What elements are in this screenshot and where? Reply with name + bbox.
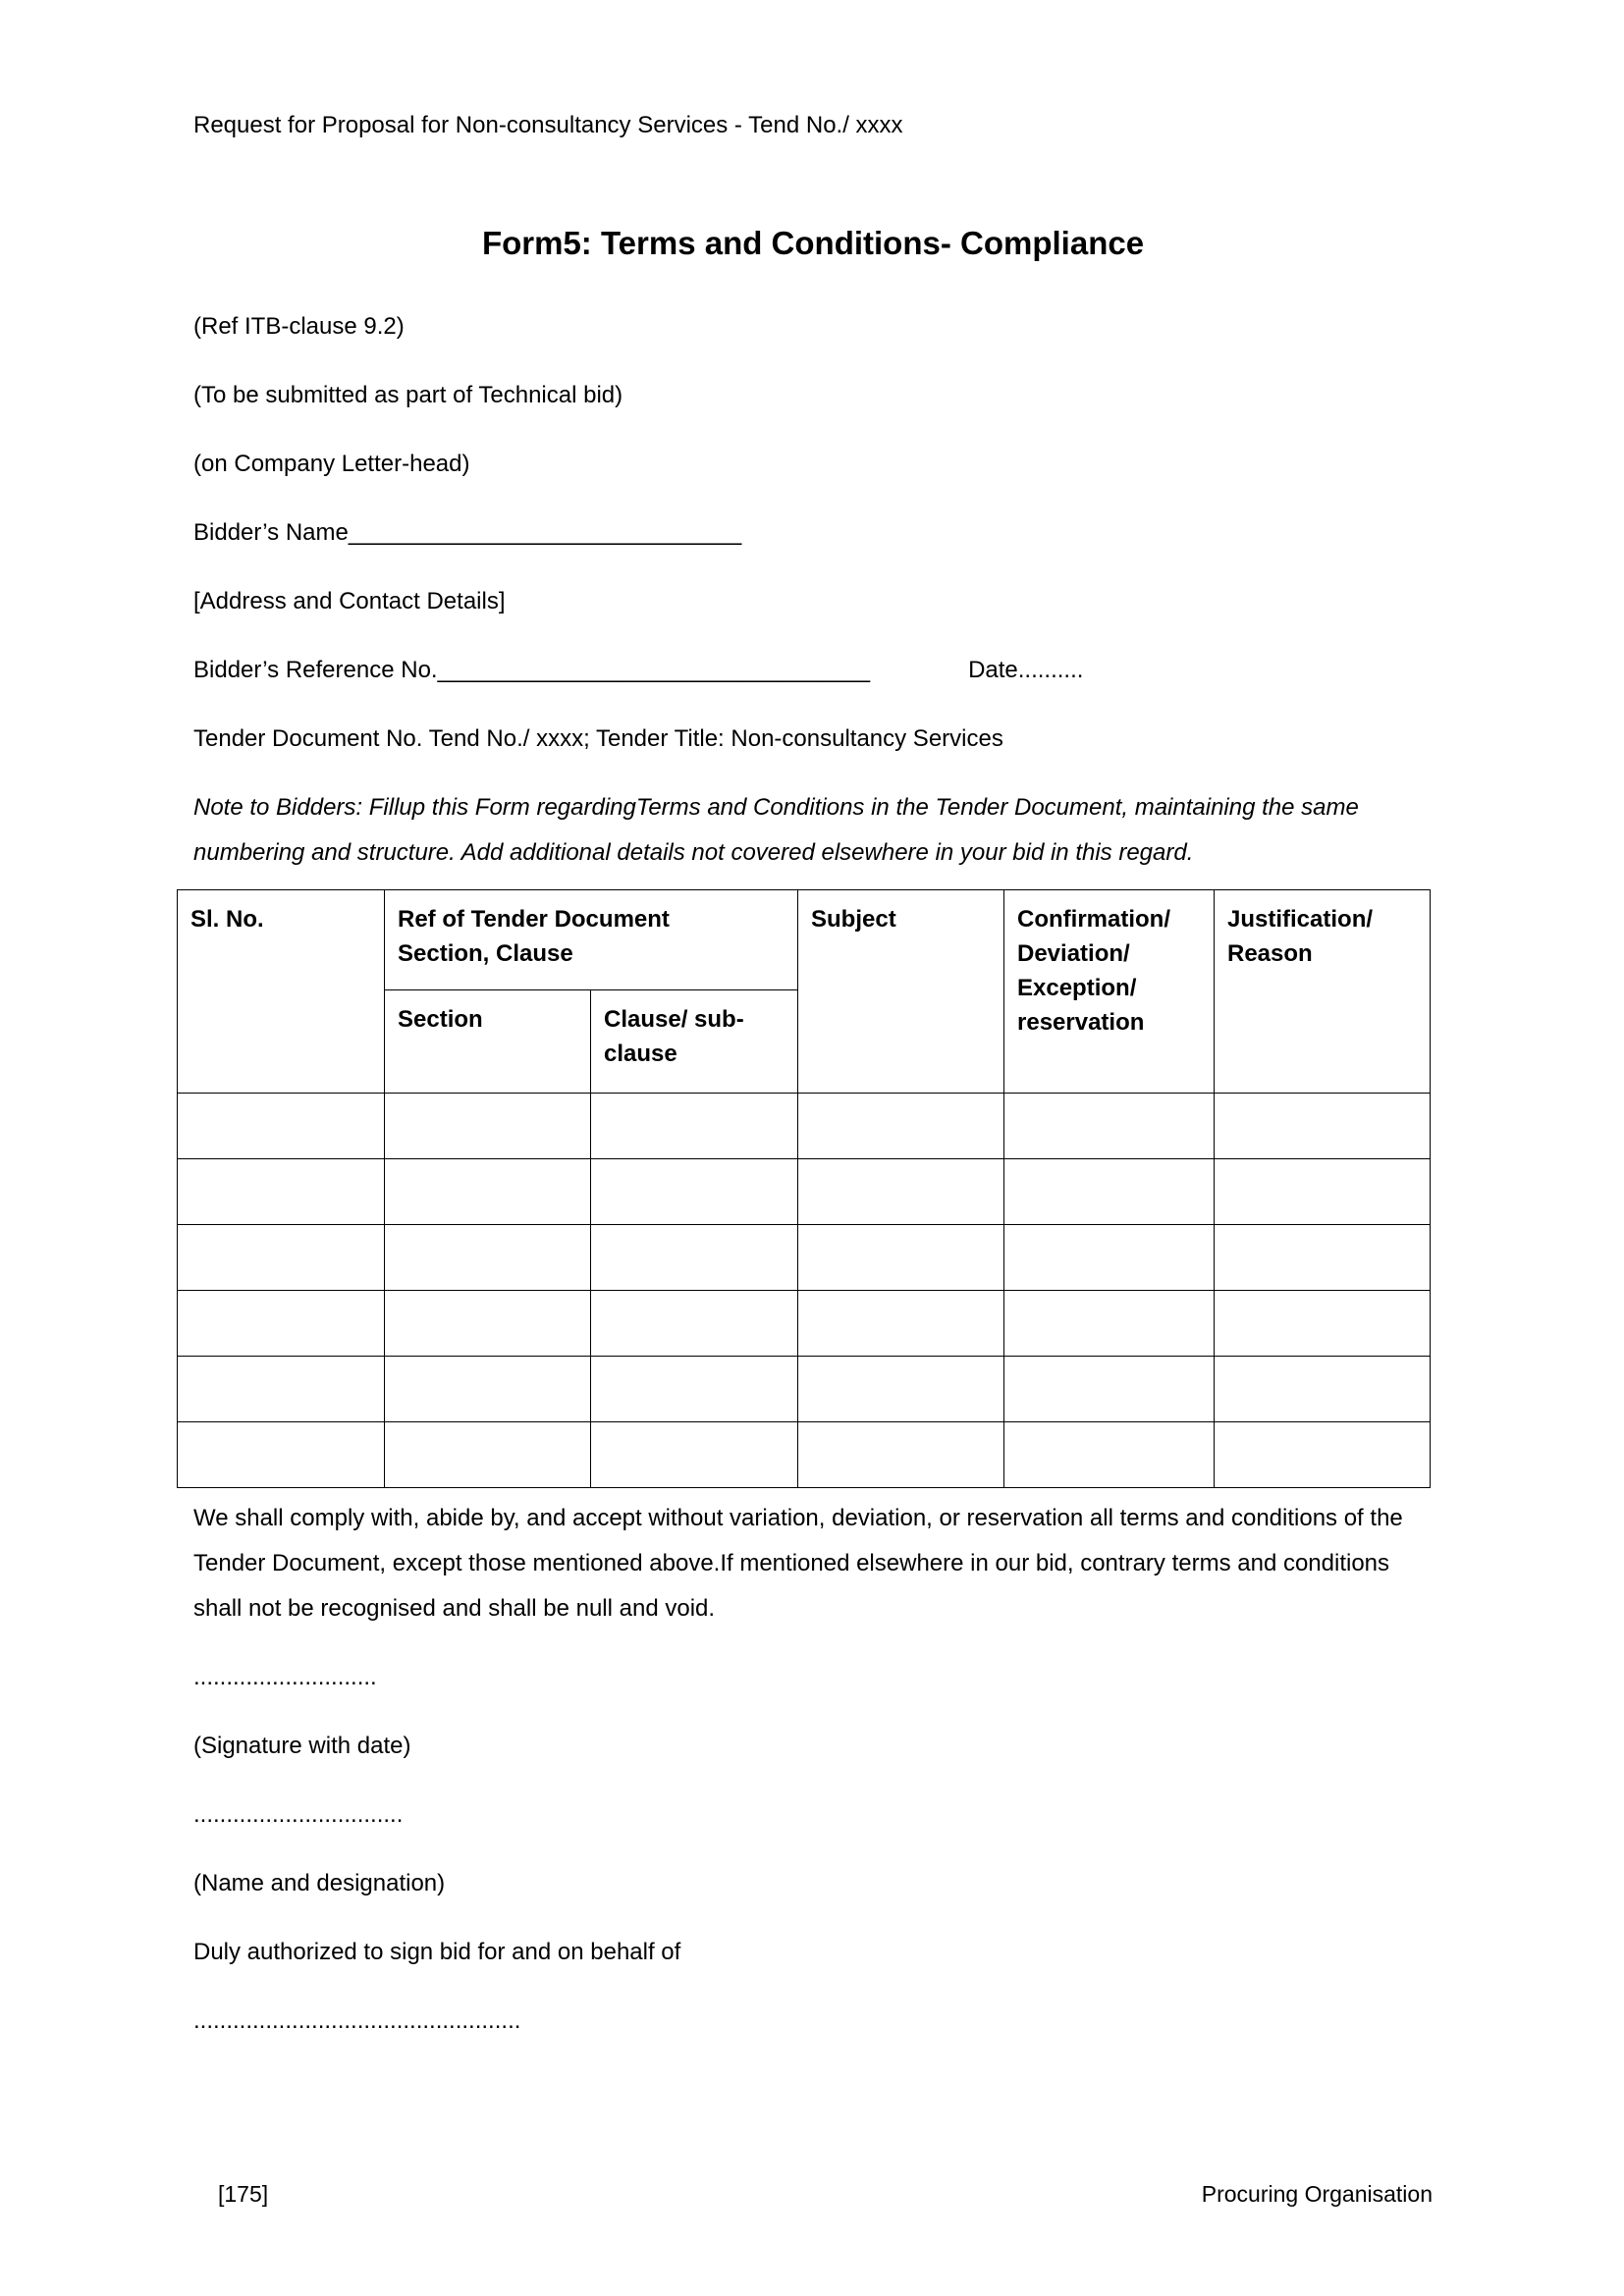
table-empty-cell xyxy=(1004,1422,1215,1488)
bidder-name-line: Bidder’s Name______________________________ xyxy=(193,519,742,546)
reference-date-line xyxy=(193,648,1433,693)
table-empty-row xyxy=(178,1357,1431,1422)
table-empty-row xyxy=(178,1422,1431,1488)
technical-bid-line: (To be submitted as part of Technical bid) xyxy=(193,382,623,408)
name-designation-label: (Name and designation) xyxy=(193,1870,446,1896)
col-header-sl-no: Sl. No. xyxy=(178,890,385,1094)
table-empty-cell xyxy=(591,1094,798,1159)
table-empty-cell xyxy=(178,1225,385,1291)
behalf-dotted-line: .................................................. xyxy=(193,2007,521,2034)
table-empty-cell xyxy=(178,1357,385,1422)
table-empty-row xyxy=(178,1225,1431,1291)
compliance-table xyxy=(177,889,1431,1488)
form-title: Form5: Terms and Conditions- Compliance xyxy=(481,225,1145,261)
tender-document-line: Tender Document No. Tend No./ xxxx; Tender Title: Non-consultancy Services xyxy=(193,725,1003,752)
signature-dotted-line: ............................ xyxy=(193,1664,377,1690)
table-empty-cell xyxy=(385,1225,591,1291)
table-empty-cell xyxy=(1215,1357,1431,1422)
col-header-section: Section xyxy=(385,990,591,1094)
table-empty-cell xyxy=(1004,1225,1215,1291)
table-empty-cell xyxy=(1004,1291,1215,1357)
compliance-table-body xyxy=(178,1094,1431,1488)
table-empty-cell xyxy=(798,1159,1004,1225)
table-empty-cell xyxy=(385,1357,591,1422)
table-empty-row xyxy=(178,1159,1431,1225)
col-header-clause: Clause/ sub-clause xyxy=(591,990,798,1094)
table-empty-cell xyxy=(591,1225,798,1291)
compliance-table-header xyxy=(178,890,1431,1094)
table-empty-cell xyxy=(385,1422,591,1488)
table-empty-cell xyxy=(1215,1225,1431,1291)
table-empty-cell xyxy=(591,1357,798,1422)
col-header-ref xyxy=(385,890,798,990)
col-header-justification: Justification/ Reason xyxy=(1215,890,1431,1094)
page-number: [175] xyxy=(218,2181,269,2207)
table-empty-cell xyxy=(178,1159,385,1225)
table-empty-cell xyxy=(178,1422,385,1488)
table-empty-cell xyxy=(1004,1159,1215,1225)
table-empty-cell xyxy=(385,1159,591,1225)
table-empty-cell xyxy=(798,1357,1004,1422)
table-empty-cell xyxy=(1215,1094,1431,1159)
table-empty-cell xyxy=(1215,1422,1431,1488)
table-empty-cell xyxy=(798,1422,1004,1488)
signature-label: (Signature with date) xyxy=(193,1733,411,1759)
table-empty-cell xyxy=(591,1159,798,1225)
table-empty-cell xyxy=(798,1094,1004,1159)
table-empty-row xyxy=(178,1291,1431,1357)
authorization-line: Duly authorized to sign bid for and on behalf of xyxy=(193,1939,681,1965)
organisation-name: Procuring Organisation xyxy=(1201,2181,1433,2207)
date-field: Date.......... xyxy=(968,657,1084,683)
table-empty-cell xyxy=(798,1291,1004,1357)
table-empty-cell xyxy=(178,1094,385,1159)
table-empty-cell xyxy=(798,1225,1004,1291)
document-header: Request for Proposal for Non-consultancy Services - Tend No./ xxxx xyxy=(193,112,903,138)
table-empty-cell xyxy=(1004,1094,1215,1159)
col-header-ref-line2: Section, Clause xyxy=(398,940,573,967)
table-empty-cell xyxy=(1215,1291,1431,1357)
letterhead-line: (on Company Letter-head) xyxy=(193,451,470,477)
compliance-statement: We shall comply with, abide by, and accept without variation, deviation, or reservation all terms and conditions of the Tender Document, except those mentioned above.If mentioned elsewhere in our bid, contrary terms and conditions shall not be recognised and shall be null and void. xyxy=(193,1505,1403,1622)
col-header-subject: Subject xyxy=(798,890,1004,1094)
header-row-1 xyxy=(178,890,1431,990)
table-empty-cell xyxy=(1215,1159,1431,1225)
ref-clause-line: (Ref ITB-clause 9.2) xyxy=(193,313,405,340)
page-footer xyxy=(218,2179,1433,2209)
table-empty-cell xyxy=(1004,1357,1215,1422)
table-empty-cell xyxy=(385,1094,591,1159)
name-dotted-line: ................................ xyxy=(193,1801,404,1828)
address-contact-line: [Address and Contact Details] xyxy=(193,588,506,614)
table-empty-cell xyxy=(178,1291,385,1357)
col-header-ref-line1: Ref of Tender Document xyxy=(398,906,670,933)
table-empty-cell xyxy=(385,1291,591,1357)
bidder-reference-no: Bidder’s Reference No._________________________________ xyxy=(193,657,871,683)
table-empty-cell xyxy=(591,1291,798,1357)
table-empty-row xyxy=(178,1094,1431,1159)
col-header-confirmation: Confirmation/ Deviation/ Exception/ reservation xyxy=(1004,890,1215,1094)
note-to-bidders: Note to Bidders: Fillup this Form regardingTerms and Conditions in the Tender Document, maintaining the same numbering and structure. Add additional details not covered elsewhere in your bid in this regard. xyxy=(193,794,1359,866)
table-empty-cell xyxy=(591,1422,798,1488)
